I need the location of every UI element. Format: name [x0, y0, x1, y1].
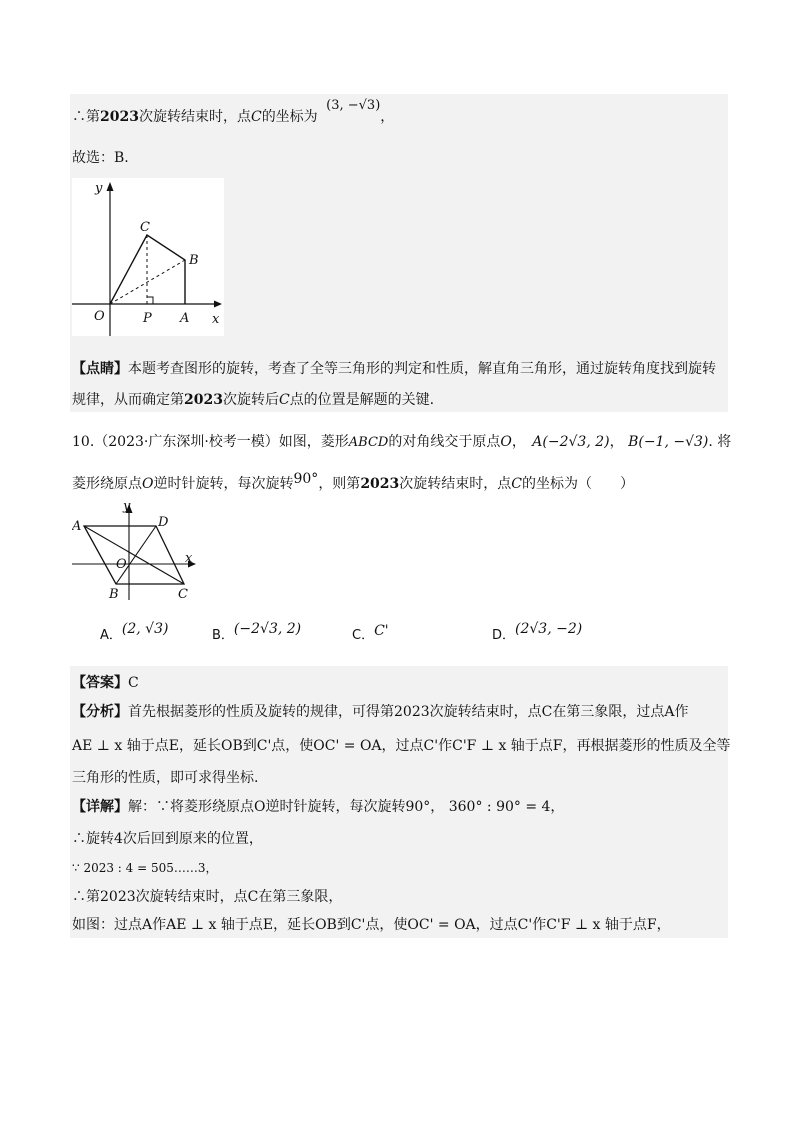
answer-tag: 【答案】: [72, 675, 128, 691]
detail-line-4: ∴第2023次旋转结束时，点C在第三象限，: [72, 889, 343, 905]
var-o: O: [142, 476, 154, 492]
text: 点的位置是解题的关键.: [289, 392, 435, 408]
fig1-label-a: A: [180, 311, 190, 326]
option-value: (−2√3, 2): [233, 621, 302, 637]
var-c: C: [278, 392, 290, 408]
shape-name: ABCD: [348, 435, 389, 450]
option-c[interactable]: [352, 624, 389, 643]
option-label: B．: [212, 628, 234, 643]
text: 的坐标为（ ）: [522, 476, 634, 492]
text: 次旋转结束时，点: [399, 476, 512, 492]
fig2-label-b: B: [109, 587, 119, 602]
var-o: O: [500, 434, 512, 450]
text: 首先根据菱形的性质及旋转的规律，可得第2023次旋转结束时，点C在第三象限，过点A作: [128, 704, 689, 720]
comment-line-2: [72, 390, 434, 410]
fig2-label-y: y: [123, 500, 131, 514]
angle: 90°: [293, 471, 319, 487]
fig2-label-x: x: [185, 551, 193, 566]
text: 次旋转后: [222, 392, 279, 408]
answer-line: 故选：B.: [72, 150, 129, 166]
year: 2023: [100, 109, 139, 125]
text: 的坐标为: [261, 109, 318, 125]
text: 菱形绕原点: [72, 476, 142, 492]
text: ∴第: [72, 109, 100, 125]
figure-rhombus: [72, 500, 202, 602]
var-c: C: [250, 109, 262, 125]
text: 次旋转结束时，点: [138, 109, 251, 125]
option-value: C': [374, 623, 389, 639]
detail-line-3: ∵ 2023 : 4 = 505……3，: [72, 861, 218, 875]
detail-line-5: 如图：过点A作AE ⊥ x 轴于点E，延长OB到C'点，使OC' = OA，过点C'作C'F ⊥ x 轴于点F，: [72, 917, 671, 933]
text: 本题考查图形的旋转，考查了全等三角形的判定和性质，解直角三角形，通过旋转角度找到旋转: [128, 361, 716, 377]
option-label: A．: [100, 628, 122, 643]
analysis-line-2: AE ⊥ x 轴于点E，延长OB到C'点，使OC' = OA，过点C'作C'F ⊥ x 轴于点F，再根据菱形的性质及全等: [72, 738, 731, 754]
option-label: C．: [352, 628, 375, 643]
option-value: (2√3, −2): [515, 621, 583, 637]
problem-number: 10.: [72, 434, 95, 450]
sep: ，: [609, 434, 624, 450]
point-a: A(−2√3, 2): [532, 434, 610, 450]
answer10-line: [72, 673, 139, 693]
fig2-label-o: O: [116, 557, 127, 572]
detail-tag: 【详解】: [72, 799, 128, 815]
coord-value: (3, −√3): [326, 98, 381, 113]
text: 解：∵将菱形绕原点O逆时针旋转，每次旋转90°， 360° : 90° = 4，: [128, 799, 565, 815]
fig1-label-o: O: [94, 309, 105, 324]
option-value: (2, √3): [121, 621, 169, 637]
text: 规律，从而确定第: [72, 392, 184, 408]
option-d[interactable]: [492, 621, 583, 643]
point-b: B(−1, −√3): [628, 434, 709, 450]
analysis-line-3: 三角形的性质，即可求得坐标.: [72, 770, 259, 786]
detail-line-1: [72, 797, 564, 817]
text: 的对角线交于原点: [388, 434, 501, 450]
option-a[interactable]: [100, 621, 169, 643]
comment-tag: 【点睛】: [72, 361, 128, 377]
var-c: C: [511, 476, 522, 492]
fig1-label-y: y: [95, 181, 103, 196]
text: 逆时针旋转，每次旋转: [153, 476, 294, 492]
fig1-label-p: P: [143, 311, 152, 326]
text: . 将: [708, 434, 732, 450]
fig2-label-c: C: [178, 587, 188, 602]
fig1-label-x: x: [212, 312, 220, 327]
analysis-tag: 【分析】: [72, 704, 128, 720]
option-b[interactable]: [212, 621, 302, 643]
comma: ，: [380, 109, 395, 125]
fig2-label-d: D: [158, 515, 169, 530]
fig1-label-c: C: [140, 220, 150, 235]
answer-value: C: [128, 675, 139, 691]
problem10-line-2: [72, 471, 634, 494]
analysis-line-1: [72, 702, 688, 722]
fig2-label-a: A: [72, 519, 82, 534]
conclusion-line: [72, 98, 395, 128]
problem10-line-1: 10.（2023·广东深圳·校考一模）如图，菱形ABCD的对角线交于原点O， A(−2√3, 2)， B(−1, −√3). 将: [72, 434, 732, 450]
comment-line-1: [72, 359, 716, 379]
problem-source: （2023·广东深圳·校考一模）如图，菱形: [94, 434, 349, 450]
year: 2023: [184, 392, 223, 408]
option-label: D．: [492, 628, 516, 643]
figure-rotation: [72, 178, 224, 336]
detail-line-2: ∴旋转4次后回到原来的位置，: [72, 831, 263, 847]
fig1-label-b: B: [189, 253, 199, 268]
year: 2023: [360, 476, 400, 492]
text: ，则第: [318, 476, 361, 492]
